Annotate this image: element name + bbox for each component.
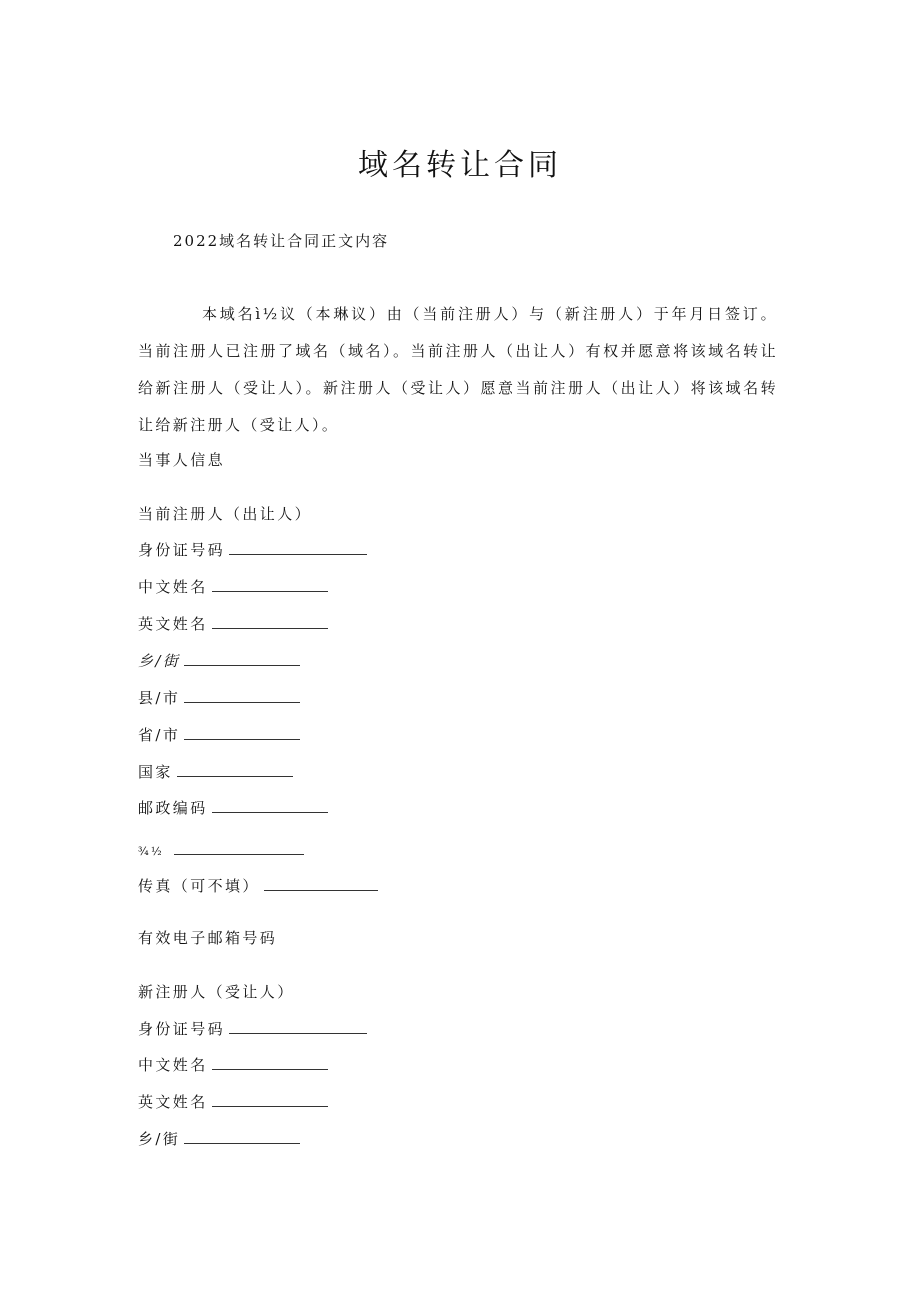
field-label: 有效电子邮箱号码 [138, 929, 278, 947]
field-label: 国家 [138, 763, 173, 781]
blank-line [212, 1092, 328, 1107]
field-label: 英文姓名 [138, 615, 208, 633]
blank-line [229, 540, 367, 555]
party-info-heading: 当事人信息 [138, 451, 226, 469]
field-label: 传真（可不填） [138, 877, 260, 895]
blank-line [212, 1055, 328, 1070]
blank-line [184, 1129, 300, 1144]
field-label: 身份证号码 [138, 541, 226, 559]
blank-line [212, 614, 328, 629]
transferor-chinese-name-field [138, 575, 328, 599]
transferee-english-name-field [138, 1090, 328, 1114]
blank-line [174, 840, 304, 855]
transferor-province-field [138, 723, 300, 747]
field-label: 邮政编码 [138, 799, 208, 817]
blank-line [184, 725, 300, 740]
transferor-id-number-field [138, 538, 367, 562]
blank-line [184, 688, 300, 703]
blank-line [212, 577, 328, 592]
field-label: 中文姓名 [138, 578, 208, 596]
blank-line [177, 762, 293, 777]
transferor-phone-field [138, 838, 304, 864]
transferee-chinese-name-field [138, 1053, 328, 1077]
transferor-country-field [138, 760, 293, 784]
blank-line [184, 651, 300, 666]
transferor-english-name-field [138, 612, 328, 636]
blank-line [212, 798, 328, 813]
transferee-heading: 新注册人（受让人） [138, 983, 295, 1001]
field-label: 乡/街 [138, 652, 181, 670]
blank-line [264, 876, 378, 891]
transferor-postal-code-field [138, 796, 328, 820]
transferor-fax-field [138, 874, 378, 898]
transferee-id-number-field [138, 1017, 367, 1041]
transferee-street-field [138, 1127, 300, 1151]
blank-line [229, 1019, 367, 1034]
transferor-street-field [138, 649, 300, 673]
contract-subtitle: 2022域名转让合同正文内容 [173, 232, 390, 250]
transferor-county-field [138, 686, 300, 710]
page-title: 域名转让合同 [358, 148, 562, 183]
field-label: 身份证号码 [138, 1020, 226, 1038]
field-label: ¾½ [138, 845, 165, 858]
transferor-email-field [138, 926, 277, 950]
field-label: 中文姓名 [138, 1056, 208, 1074]
field-label: 县/市 [138, 689, 181, 707]
intro-paragraph: 本域名ì½议（本琳议）由（当前注册人）与（新注册人）于年月日签订。当前注册人已注册了域名（域名）。当前注册人（出让人）有权并愿意将该域名转让给新注册人（受让人）。新注册人（受让人）愿意当前注册人（出让人）将该域名转让给新注册人（受让人）。 [138, 305, 778, 434]
transferor-heading: 当前注册人（出让人） [138, 505, 313, 523]
field-label: 乡/街 [138, 1130, 181, 1148]
field-label: 省/市 [138, 726, 181, 744]
field-label: 英文姓名 [138, 1093, 208, 1111]
